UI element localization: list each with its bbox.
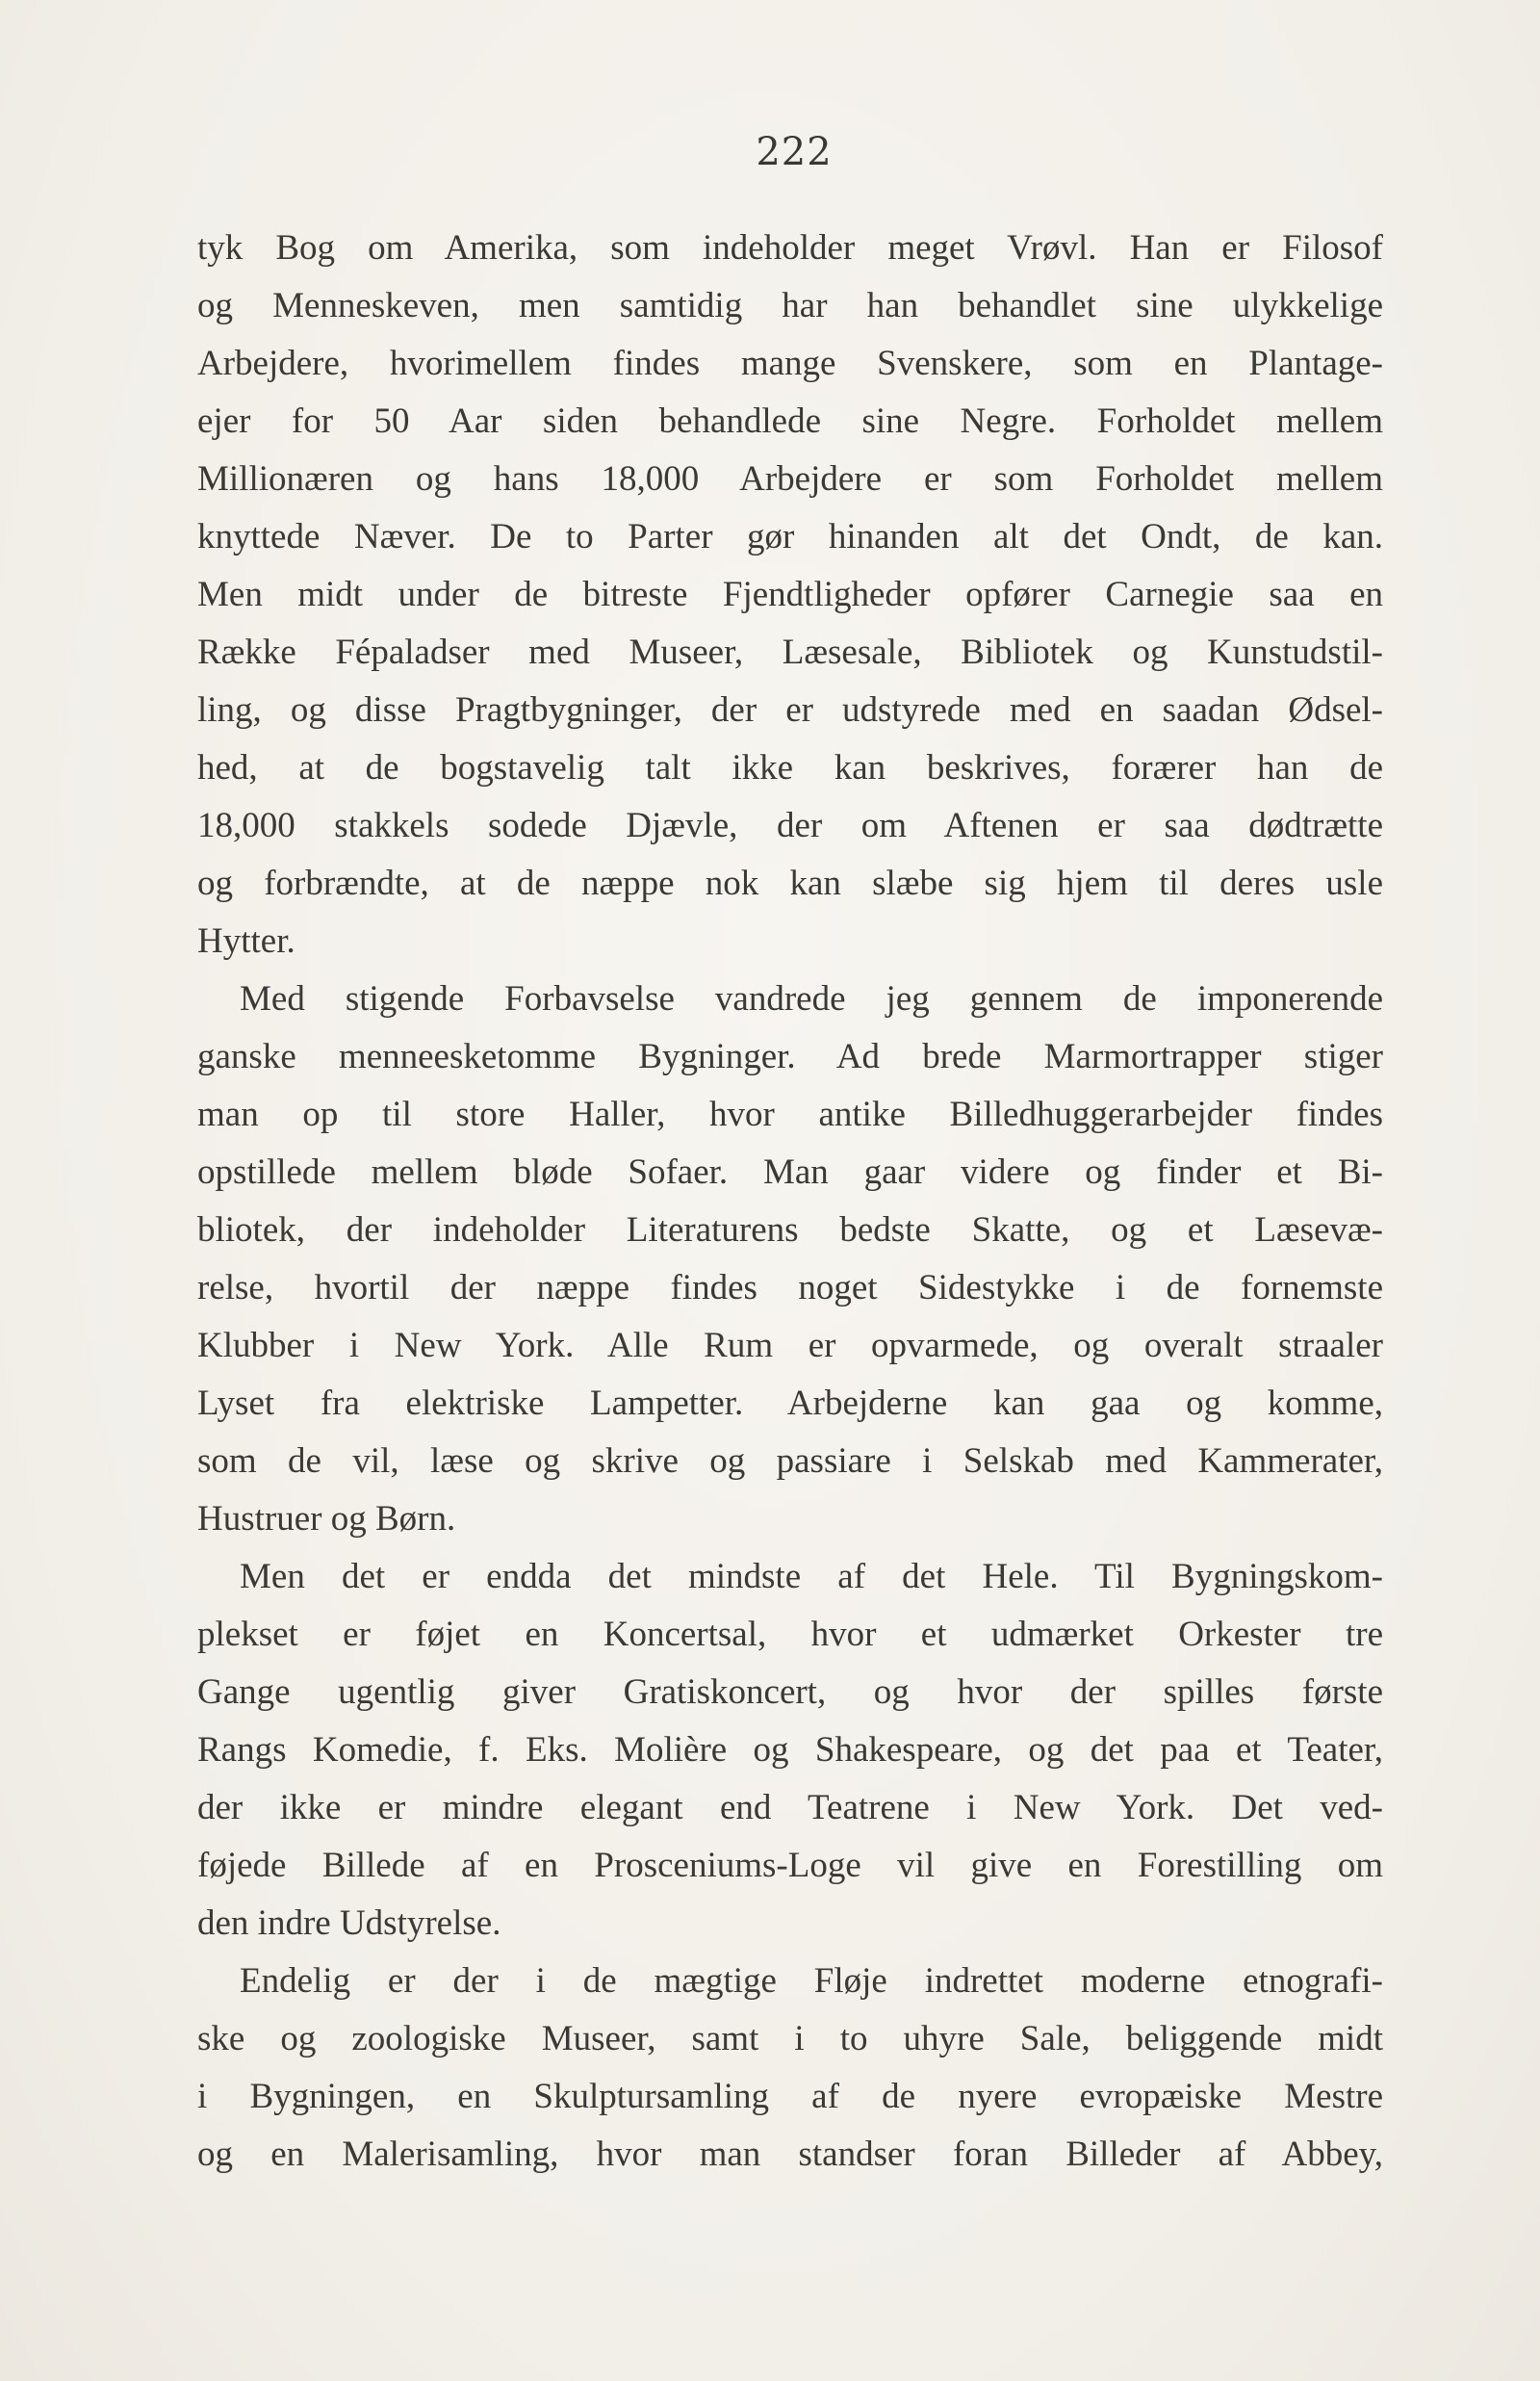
text-line: Arbejdere, hvorimellem findes mange Svenskere, som en Plantage- (197, 344, 1383, 383)
text-line: plekset er føjet en Koncertsal, hvor et udmærket Orkester tre (197, 1615, 1383, 1654)
text-line: ganske menneesketomme Bygninger. Ad brede Marmortrapper stiger (197, 1037, 1383, 1076)
text-line: og Menneskeven, men samtidig har han behandlet sine ulykkelige (197, 286, 1383, 325)
text-line: ske og zoologiske Museer, samt i to uhyre Sale, beliggende midt (197, 2019, 1383, 2058)
text-line: Millionæren og hans 18,000 Arbejdere er som Forholdet mellem (197, 459, 1383, 499)
body-text (197, 220, 1383, 2184)
text-line: Med stigende Forbavselse vandrede jeg gennem de imponerende (240, 979, 1383, 1019)
text-line: Række Fépaladser med Museer, Læsesale, Bibliotek og Kunstudstil- (197, 633, 1383, 672)
text-line: hed, at de bogstavelig talt ikke kan beskrives, forærer han de (197, 748, 1383, 788)
text-line: ejer for 50 Aar siden behandlede sine Negre. Forholdet mellem (197, 401, 1383, 441)
text-line: relse, hvortil der næppe findes noget Sidestykke i de fornemste (197, 1268, 1383, 1307)
page-number: 222 (756, 130, 833, 174)
text-line: Rangs Komedie, f. Eks. Molière og Shakespeare, og det paa et Teater, (197, 1730, 1383, 1770)
text-line: og forbrændte, at de næppe nok kan slæbe sig hjem til deres usle (197, 864, 1383, 903)
text-line: den indre Udstyrelse. (197, 1903, 501, 1943)
text-line: Men midt under de bitreste Fjendtligheder opfører Carnegie saa en (197, 575, 1383, 614)
text-line: Hytter. (197, 921, 295, 961)
text-line: man op til store Haller, hvor antike Billedhuggerarbejder findes (197, 1095, 1383, 1134)
text-line: som de vil, læse og skrive og passiare i Selskab med Kammerater, (197, 1441, 1383, 1481)
text-line: Men det er endda det mindste af det Hele. Til Bygningskom- (240, 1557, 1383, 1596)
text-line: Gange ugentlig giver Gratiskoncert, og hvor der spilles første (197, 1672, 1383, 1712)
text-line: knyttede Næver. De to Parter gør hinanden alt det Ondt, de kan. (197, 517, 1383, 556)
text-line: Hustruer og Børn. (197, 1499, 456, 1539)
text-line: i Bygningen, en Skulptursamling af de nyere evropæiske Mestre (197, 2077, 1383, 2116)
text-line: 18,000 stakkels sodede Djævle, der om Aftenen er saa dødtrætte (197, 806, 1383, 845)
text-line: og en Malerisamling, hvor man standser foran Billeder af Abbey, (197, 2135, 1383, 2174)
text-line: Endelig er der i de mægtige Fløje indrettet moderne etnografi- (240, 1961, 1383, 2001)
text-line: tyk Bog om Amerika, som indeholder meget Vrøvl. Han er Filosof (197, 228, 1383, 268)
text-line: opstillede mellem bløde Sofaer. Man gaar videre og finder et Bi- (197, 1152, 1383, 1192)
text-line: der ikke er mindre elegant end Teatrene i New York. Det ved- (197, 1788, 1383, 1827)
text-line: Klubber i New York. Alle Rum er opvarmede, og overalt straaler (197, 1326, 1383, 1365)
text-line: bliotek, der indeholder Literaturens bedste Skatte, og et Læsevæ- (197, 1210, 1383, 1250)
text-line: ling, og disse Pragtbygninger, der er udstyrede med en saadan Ødsel- (197, 690, 1383, 730)
text-line: føjede Billede af en Prosceniums-Loge vil give en Forestilling om (197, 1846, 1383, 1885)
text-line: Lyset fra elektriske Lampetter. Arbejderne kan gaa og komme, (197, 1384, 1383, 1423)
